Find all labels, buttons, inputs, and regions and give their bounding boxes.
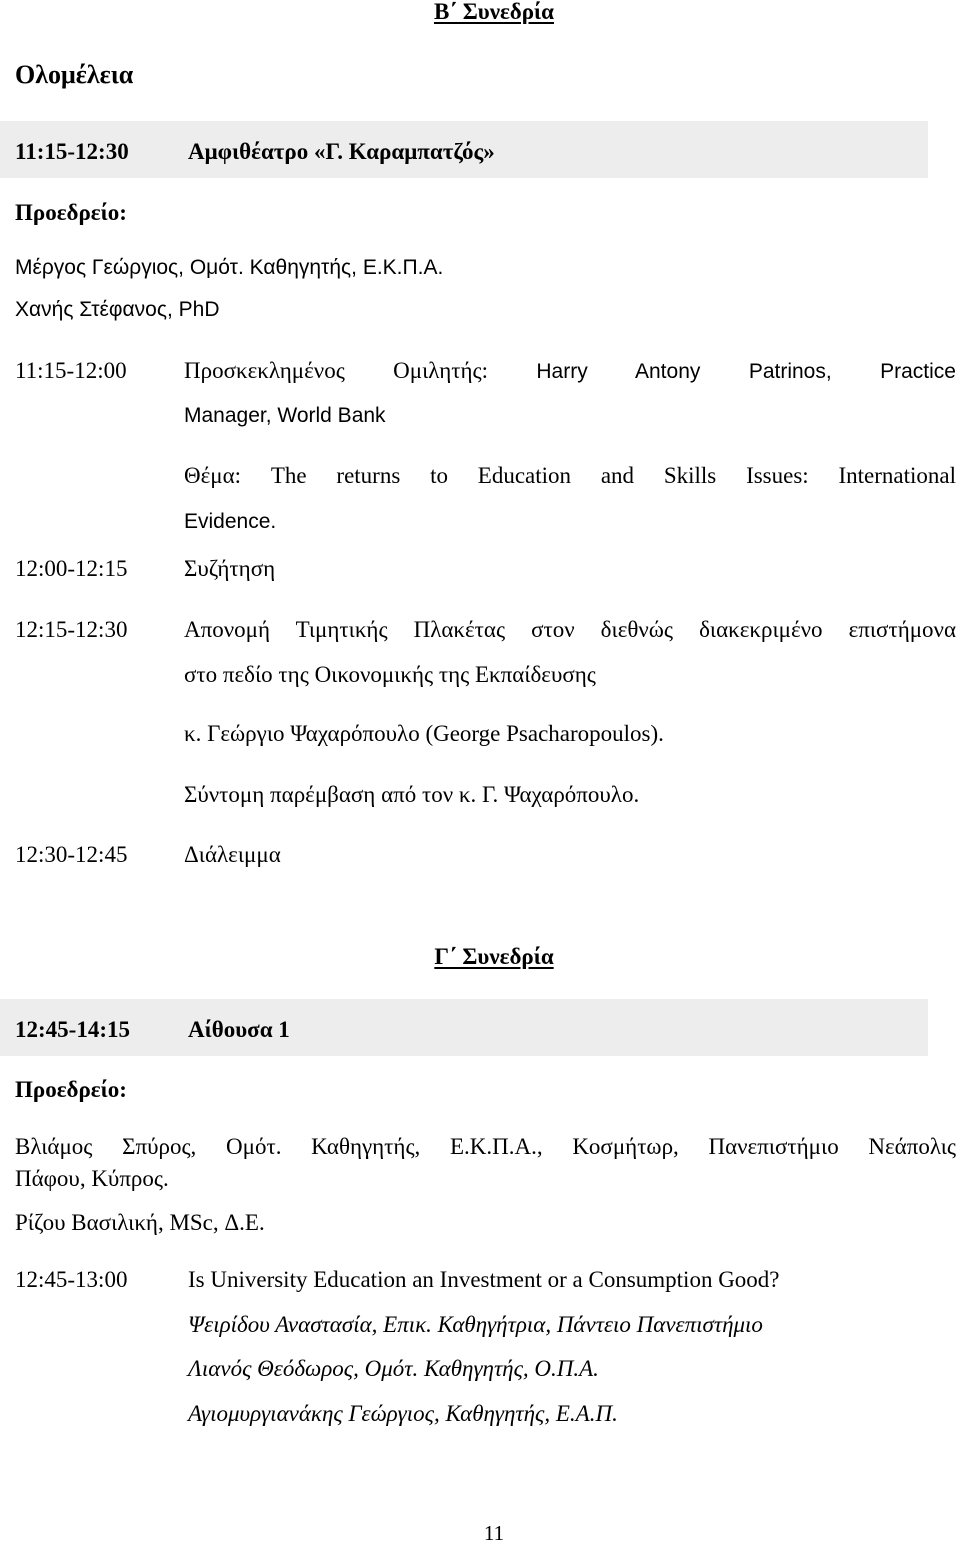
session-b-chair-2: Χανής Στέφανος, PhD (15, 298, 220, 321)
session-c-heading: Γ΄ Συνεδρία (434, 944, 554, 969)
keynote-line-2: Manager, World Bank (184, 404, 386, 427)
program-item-time: 12:15-12:30 (15, 617, 128, 642)
session-c-chair-2: Ρίζου Βασιλική, MSc, Δ.Ε. (15, 1210, 265, 1235)
session-c-chair-1-line-2: Πάφου, Κύπρος. (15, 1166, 169, 1191)
session-b-slot-venue: Αμφιθέατρο «Γ. Καραμπατζός» (188, 139, 495, 164)
session-c-chair-label: Προεδρείο: (15, 1077, 127, 1102)
keynote-label: Προσκεκλημένος Ομιλητής: (184, 358, 489, 383)
award-line-3: κ. Γεώργιο Ψαχαρόπουλο (George Psacharopoulos). (184, 721, 664, 746)
session-c-slot-time: 12:45-14:15 (15, 1017, 130, 1042)
discussion-title: Συζήτηση (184, 556, 276, 581)
keynote-topic-line-2: Evidence. (184, 510, 277, 533)
session-b-chair-1: Μέργος Γεώργιος, Ομότ. Καθηγητής, Ε.Κ.Π.Α. (15, 256, 444, 279)
keynote-speaker: Harry Antony Patrinos, Practice (536, 360, 956, 383)
page-number: 11 (483, 1521, 505, 1545)
award-line-1-text: Απονομή Τιμητικής Πλακέτας στον διεθνώς διακεκριμένο επιστήμονα (184, 617, 956, 642)
talk-speaker: Λιανός Θεόδωρος, Ομότ. Καθηγητής, Ο.Π.Α. (188, 1356, 599, 1381)
session-b-heading: Β΄ Συνεδρία (433, 0, 555, 24)
session-c-slot-band (0, 999, 928, 1056)
plenary-heading: Ολομέλεια (15, 60, 134, 89)
award-line-1 (184, 618, 956, 641)
talk-speaker: Ψειρίδου Αναστασία, Επικ. Καθηγήτρια, Πάντειο Πανεπιστήμιο (188, 1312, 763, 1337)
award-line-2: στο πεδίο της Οικονομικής της Εκπαίδευσης (184, 662, 596, 687)
session-c-chair-1-text: Βλιάμος Σπύρος, Ομότ. Καθηγητής, Ε.Κ.Π.Α., Κοσμήτωρ, Πανεπιστήμιο Νεάπολις (15, 1134, 956, 1159)
program-item-time: 11:15-12:00 (15, 358, 127, 383)
session-b-slot-time: 11:15-12:30 (15, 139, 129, 164)
keynote-line-1 (184, 359, 956, 382)
session-b-chair-label: Προεδρείο: (15, 200, 127, 225)
talk-title: Is University Education an Investment or a Consumption Good? (188, 1267, 780, 1292)
program-item-time: 12:30-12:45 (15, 842, 128, 867)
keynote-topic-text: Θέμα: The returns to Education and Skills Issues: International (184, 463, 956, 488)
break-title: Διάλειμμα (184, 842, 281, 867)
session-c-chair-1-line-1 (15, 1135, 956, 1158)
session-c-slot-venue: Αίθουσα 1 (188, 1017, 290, 1042)
program-item-time: 12:00-12:15 (15, 556, 128, 581)
talk-speaker: Αγιομυργιανάκης Γεώργιος, Καθηγητής, Ε.Α.Π. (188, 1401, 618, 1426)
keynote-topic-line-1 (184, 464, 956, 487)
award-line-4: Σύντομη παρέμβαση από τον κ. Γ. Ψαχαρόπουλο. (184, 782, 640, 807)
talk-time: 12:45-13:00 (15, 1267, 128, 1292)
